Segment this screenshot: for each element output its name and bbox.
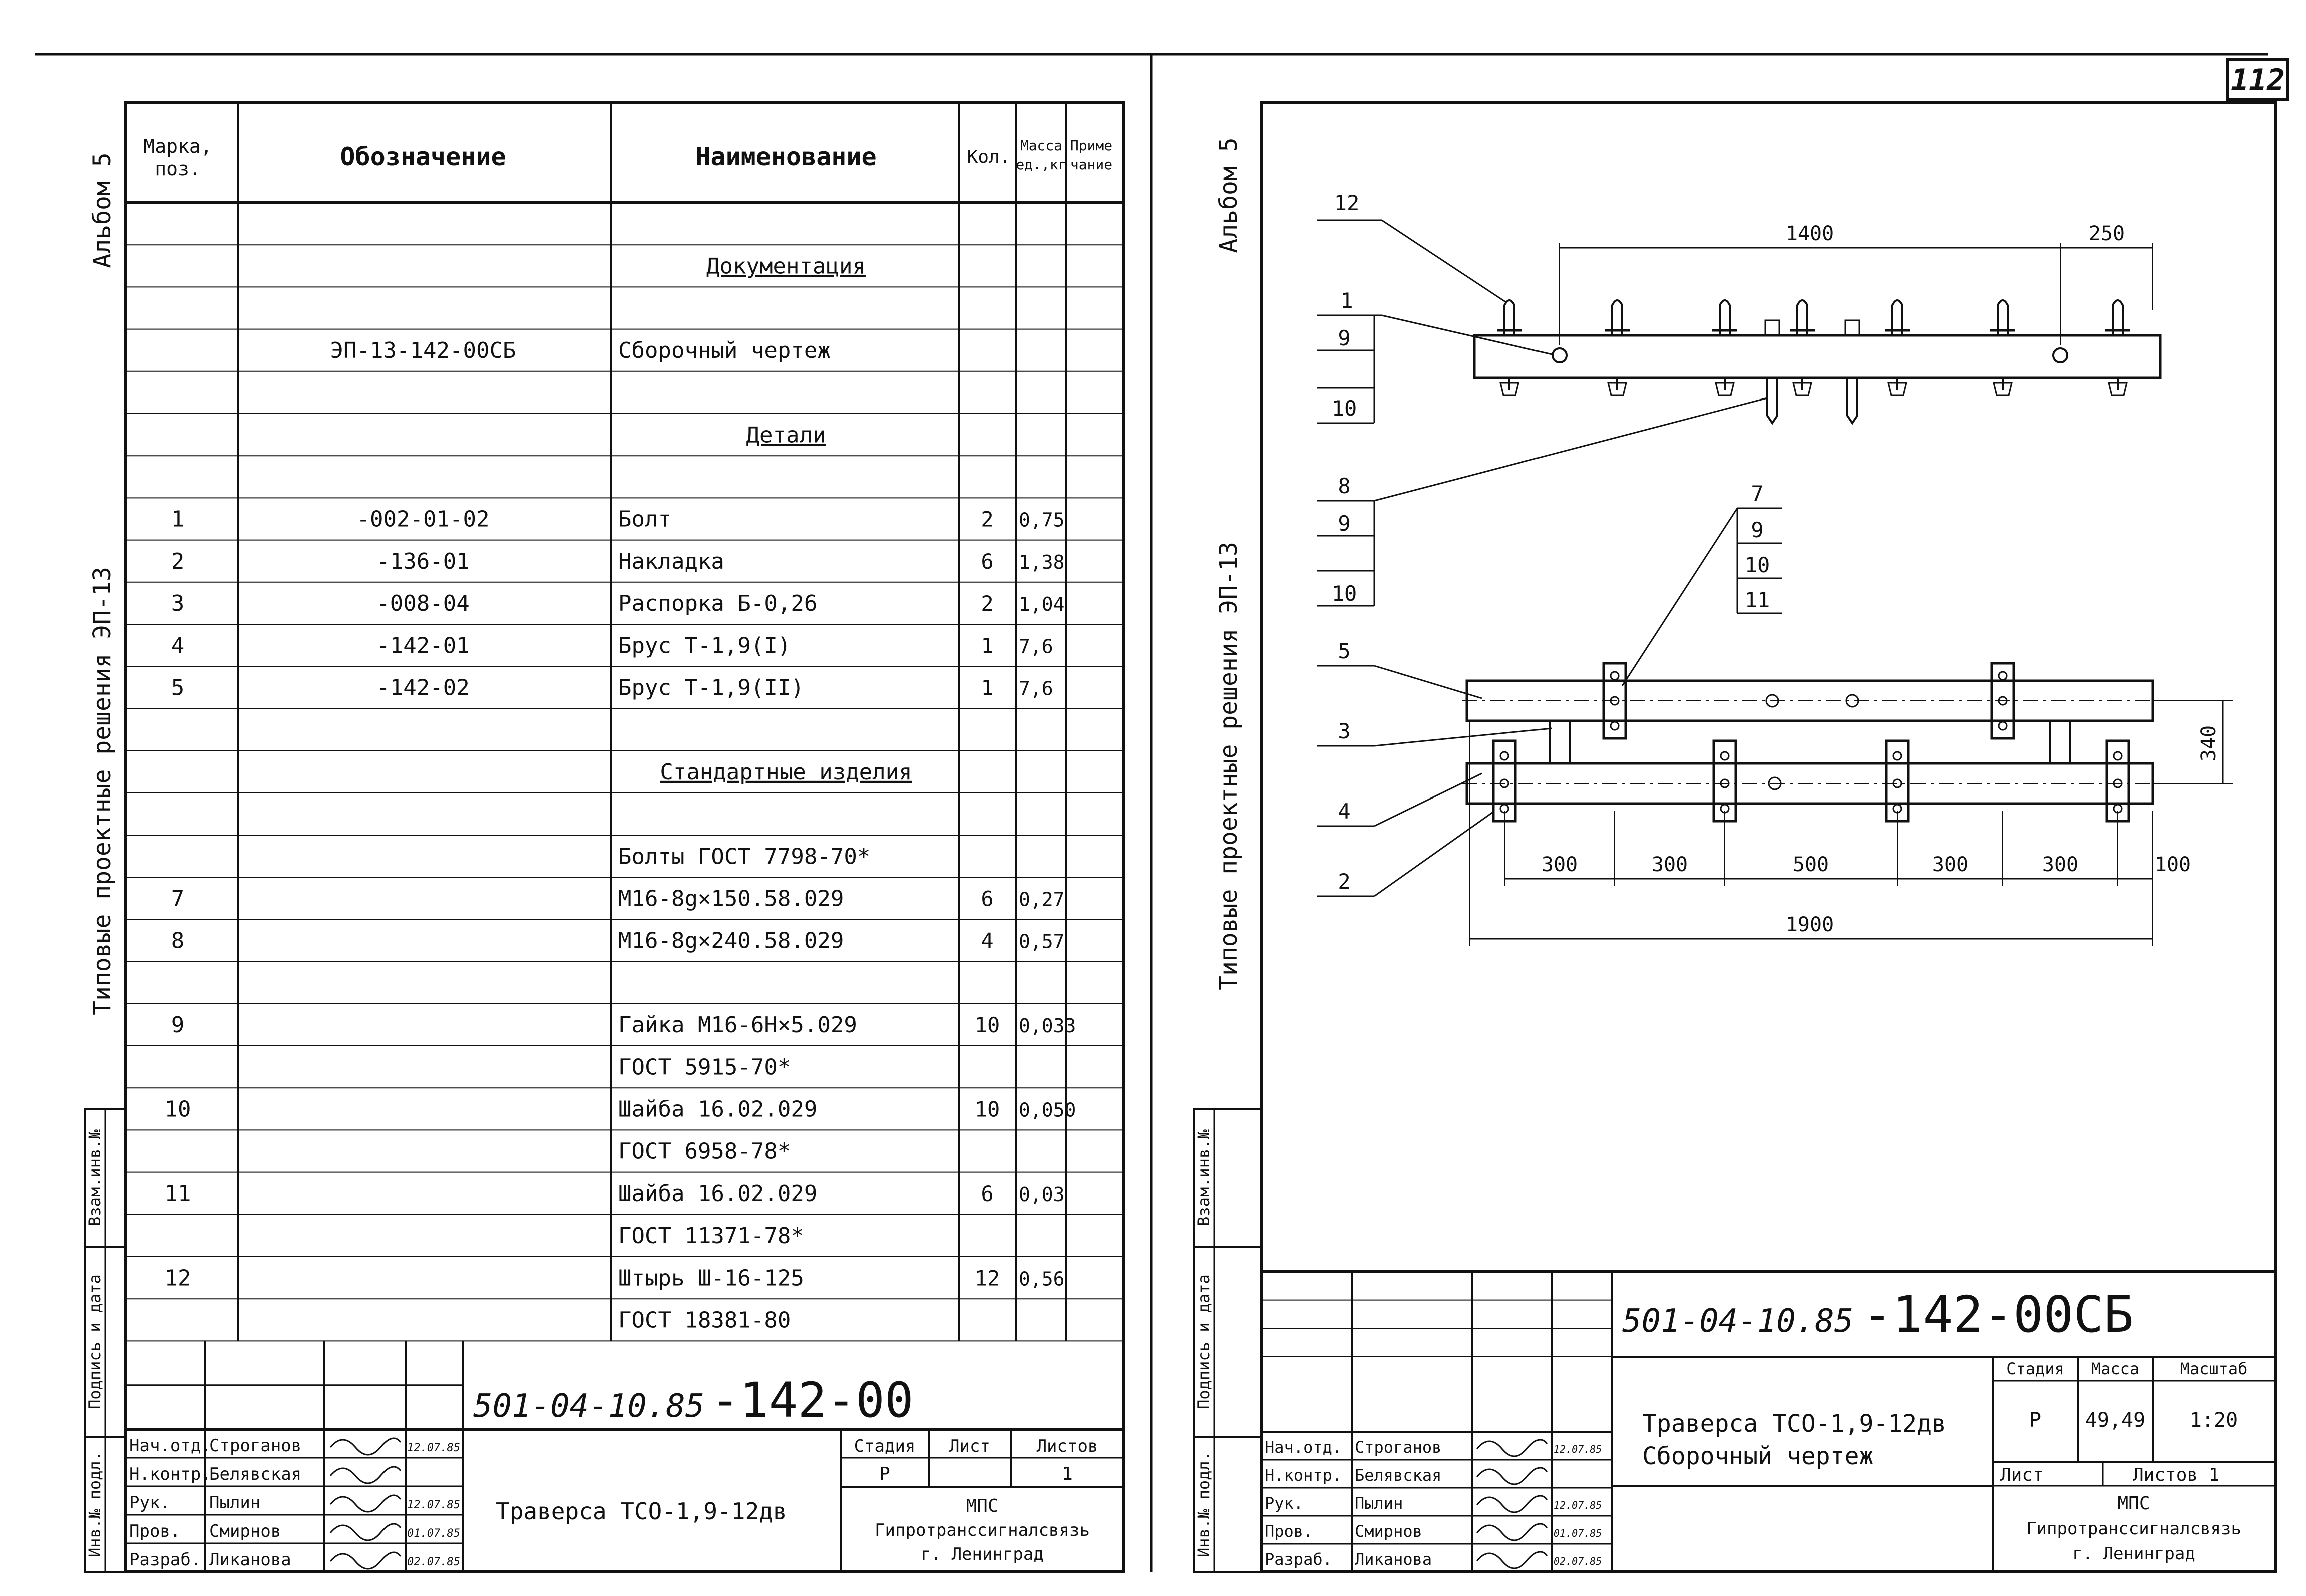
dimension-label: 300: [1651, 853, 1688, 876]
leader-line: [1382, 220, 1507, 303]
left-side-series: Типовые проектные решения ЭП-13: [88, 567, 116, 1015]
callout-label: 5: [1338, 639, 1351, 663]
person-name: Смирнов: [1355, 1522, 1422, 1541]
role-label: Пров.: [1265, 1522, 1313, 1541]
row-mass: 0,75: [1019, 509, 1065, 531]
role-label: Н.контр.: [129, 1464, 211, 1484]
bolt-hole-icon: [1500, 752, 1508, 760]
bolt-hole-icon: [1611, 672, 1619, 680]
row-name: ГОСТ 6958-78*: [618, 1138, 791, 1164]
dimension-label: 340: [2197, 725, 2220, 762]
bolt-hole-icon: [1999, 672, 2007, 680]
header-pos-line2: поз.: [155, 158, 201, 180]
side-field-label: Инв.№ подл.: [85, 1451, 104, 1557]
doc-number: -142-00СБ: [1862, 1285, 2134, 1344]
person-name: Ликанова: [209, 1550, 291, 1570]
row-name: Накладка: [618, 548, 724, 574]
table-row: [171, 928, 1065, 954]
spacer-icon: [2050, 721, 2070, 763]
table-row: [165, 1265, 1065, 1291]
callout-label: 9: [1751, 518, 1764, 542]
role-label: Разраб.: [1265, 1550, 1332, 1569]
right-side-stamp: [1194, 1109, 1262, 1572]
signature: [330, 1495, 401, 1512]
right-title-block: [1262, 1272, 2275, 1572]
role-label: Пров.: [129, 1521, 181, 1541]
table-row: [618, 844, 870, 869]
row-pos: 8: [171, 928, 185, 954]
header-note-line1: Приме: [1070, 137, 1113, 154]
scale-header: Масштаб: [2180, 1359, 2248, 1378]
callout-label: 3: [1338, 719, 1351, 743]
signature: [330, 1467, 401, 1483]
row-name: Болты ГОСТ 7798-70*: [618, 844, 871, 870]
right-side-album: Альбом 5: [1215, 137, 1243, 253]
row-mass: 0,57: [1019, 930, 1065, 953]
left-side-stamp: [85, 1109, 125, 1572]
row-mass: 0,033: [1019, 1015, 1076, 1037]
callout-label: 11: [1744, 588, 1770, 612]
header-mass-line2: ед.,кг: [1016, 156, 1067, 173]
table-row: [171, 591, 1065, 616]
sign-date: 12.07.85: [407, 1442, 460, 1454]
row-designation: -008-04: [376, 591, 470, 617]
beam-elevation: [1474, 335, 2160, 378]
row-name: М16-8g×150.58.029: [618, 886, 844, 912]
sign-date: 01.07.85: [407, 1527, 460, 1540]
header-mass-line1: Масса: [1020, 137, 1063, 154]
row-name: Шайба 16.02.029: [618, 1180, 818, 1207]
bolt-hole-icon: [1611, 722, 1619, 730]
leader-line: [1374, 398, 1767, 501]
row-qty: 1: [981, 633, 994, 658]
left-side-album: Альбом 5: [88, 152, 116, 268]
signature: [330, 1552, 401, 1569]
dimension-label: 1400: [1785, 222, 1834, 245]
row-designation: ЭП-13-142-00СБ: [330, 337, 516, 363]
leader-line: [1374, 728, 1552, 746]
doc-code: 501-04-10.85: [1622, 1303, 1854, 1340]
stage-value: Р: [2029, 1409, 2042, 1432]
org-line3: г. Ленинград: [2072, 1544, 2195, 1564]
row-qty: 10: [974, 1097, 1000, 1122]
role-label: Нач.отд.: [129, 1436, 211, 1456]
bolt-head-icon: [1765, 320, 1779, 335]
specification-sheet: [85, 103, 1124, 1572]
table-row: [660, 759, 912, 785]
plate-icon: [1714, 741, 1736, 821]
row-pos: 5: [171, 675, 185, 701]
table-row: [171, 675, 1053, 700]
long-bolt-icon: [1767, 378, 1777, 423]
callout-label: 10: [1331, 581, 1357, 606]
row-mass: 1,38: [1019, 551, 1065, 573]
row-designation: -142-02: [376, 675, 470, 701]
sheet-header: Лист: [949, 1436, 990, 1456]
sheets-header: Листов 1: [2133, 1465, 2220, 1485]
row-pos: 11: [164, 1180, 191, 1207]
org-line1: МПС: [2117, 1493, 2150, 1514]
side-field-label: Подпись и дата: [1194, 1274, 1213, 1409]
row-qty: 6: [981, 1181, 994, 1206]
row-mass: 7,6: [1019, 635, 1053, 658]
table-row: [746, 422, 826, 448]
header-designation: Обозначение: [340, 142, 506, 171]
right-side-series: Типовые проектные решения ЭП-13: [1215, 542, 1243, 990]
bolt-head-icon: [1845, 320, 1859, 335]
row-name: Брус Т-1,9(I): [618, 633, 791, 659]
assembly-drawing-sheet: [1194, 103, 2275, 1572]
row-qty: 2: [981, 591, 994, 616]
dimension-label: 500: [1792, 853, 1829, 876]
person-name: Смирнов: [209, 1521, 281, 1541]
row-mass: 0,56: [1019, 1268, 1065, 1290]
row-qty: 10: [974, 1013, 1000, 1038]
row-name: Брус Т-1,9(II): [618, 675, 804, 701]
row-name: ГОСТ 11371-78*: [618, 1223, 804, 1249]
section-heading: Стандартные изделия: [660, 759, 912, 785]
sign-date: 12.07.85: [1554, 1443, 1602, 1455]
section-heading: Документация: [706, 253, 866, 279]
header-name: Наименование: [695, 142, 877, 171]
org-line1: МПС: [966, 1496, 999, 1516]
table-row: [330, 338, 831, 363]
dimension-label: 300: [2042, 853, 2079, 876]
signature: [1477, 1496, 1547, 1512]
sign-date: 12.07.85: [407, 1499, 460, 1511]
row-name: Сборочный чертеж: [618, 337, 831, 363]
callout-label: 10: [1744, 553, 1770, 577]
row-pos: 2: [171, 548, 185, 574]
bolt-hole-icon: [1721, 752, 1729, 760]
dimension-label: 1900: [1785, 913, 1834, 936]
row-qty: 4: [981, 928, 994, 953]
callout-label: 12: [1334, 191, 1360, 215]
person-name: Белявская: [209, 1464, 302, 1484]
person-name: Ликанова: [1355, 1550, 1432, 1569]
row-name: Распорка Б-0,26: [618, 591, 818, 617]
table-row: [618, 1054, 791, 1080]
drawing-title: Траверса ТСО-1,9-12дв: [496, 1498, 787, 1525]
row-mass: 0,27: [1019, 888, 1065, 911]
row-pos: 12: [164, 1265, 191, 1291]
role-label: Рук.: [1265, 1494, 1304, 1513]
header-pos-line1: Марка,: [143, 135, 212, 157]
plate-icon: [2107, 741, 2129, 821]
row-designation: -002-01-02: [356, 506, 490, 532]
table-row: [165, 1181, 1065, 1207]
sign-date: 12.07.85: [1554, 1499, 1602, 1511]
row-mass: 7,6: [1019, 677, 1053, 700]
doc-code: 501-04-10.85: [473, 1388, 705, 1425]
role-label: Нач.отд.: [1265, 1438, 1342, 1457]
row-name: М16-8g×240.58.029: [618, 928, 844, 954]
section-heading: Детали: [746, 422, 826, 448]
leader-line: [1622, 508, 1737, 686]
stage-value: Р: [879, 1464, 890, 1484]
org-line2: Гипротранссигналсвязь: [2026, 1519, 2241, 1539]
row-qty: 6: [981, 549, 994, 574]
side-field-label: Взам.инв.№: [1194, 1129, 1213, 1226]
spacer-icon: [1550, 721, 1570, 763]
org-line3: г. Ленинград: [921, 1544, 1044, 1564]
header-qty: Кол.: [967, 147, 1011, 167]
stage-header: Стадия: [2006, 1359, 2064, 1378]
row-pos: 1: [171, 506, 185, 532]
row-mass: 0,03: [1019, 1183, 1065, 1206]
mass-header: Масса: [2091, 1359, 2140, 1378]
role-label: Разраб.: [129, 1550, 201, 1570]
bolt-hole-icon: [1893, 752, 1901, 760]
sign-date: 02.07.85: [1554, 1555, 1602, 1567]
row-mass: 0,050: [1019, 1099, 1076, 1121]
role-label: Н.контр.: [1265, 1466, 1342, 1485]
sheets-header: Листов: [1036, 1436, 1098, 1456]
table-row: [171, 633, 1053, 658]
callout-label: 7: [1751, 481, 1764, 506]
hole-icon: [2053, 348, 2067, 362]
table-row: [165, 1096, 1076, 1122]
side-field-label: Подпись и дата: [85, 1274, 104, 1409]
signature: [1477, 1440, 1547, 1456]
row-qty: 6: [981, 886, 994, 911]
callout-label: 1: [1340, 288, 1353, 313]
bolt-hole-icon: [2114, 752, 2122, 760]
role-label: Рук.: [129, 1493, 170, 1513]
plate-icon: [1493, 741, 1515, 821]
scale-value: 1:20: [2189, 1409, 2238, 1432]
row-qty: 2: [981, 507, 994, 532]
side-field-label: Инв.№ подл.: [1194, 1451, 1213, 1557]
row-qty: 12: [974, 1266, 1000, 1291]
header-note-line2: чание: [1070, 156, 1113, 173]
org-line2: Гипротранссигналсвязь: [875, 1520, 1090, 1540]
callout-label: 10: [1331, 396, 1357, 421]
leader-line: [1374, 811, 1494, 896]
row-mass: 1,04: [1019, 593, 1065, 616]
sheets-value: 1: [1062, 1464, 1073, 1484]
drawing-subtitle: Сборочный чертеж: [1642, 1442, 1874, 1470]
table-row: [618, 1307, 791, 1333]
dimension-label: 250: [2088, 222, 2125, 245]
plate-icon: [1886, 741, 1908, 821]
table-row: [618, 1223, 804, 1249]
row-name: Шайба 16.02.029: [618, 1096, 818, 1122]
doc-number: -142-00: [711, 1372, 914, 1428]
signature: [1477, 1524, 1547, 1540]
callout-label: 8: [1338, 474, 1351, 498]
drawing-title: Траверса ТСО-1,9-12дв: [1642, 1410, 1946, 1438]
row-designation: -136-01: [376, 548, 470, 574]
signature: [330, 1438, 401, 1455]
side-field-label: Взам.инв.№: [85, 1129, 104, 1226]
row-pos: 4: [171, 633, 185, 659]
sign-date: 01.07.85: [1554, 1527, 1602, 1539]
hole-icon: [1553, 348, 1567, 362]
bolt-hole-icon: [1999, 722, 2007, 730]
signature: [1477, 1552, 1547, 1568]
dimension-label: 300: [1932, 853, 1969, 876]
table-row: [171, 886, 1065, 911]
signature: [330, 1524, 401, 1540]
stage-header: Стадия: [854, 1436, 916, 1456]
person-name: Пылин: [209, 1493, 261, 1513]
dimension-label: 100: [2154, 853, 2191, 876]
person-name: Белявская: [1355, 1466, 1442, 1485]
callout-label: 2: [1338, 869, 1351, 894]
person-name: Строганов: [209, 1436, 302, 1456]
table-row: [706, 253, 866, 279]
row-name: Болт: [618, 506, 671, 532]
row-name: Гайка М16-6Н×5.029: [618, 1012, 857, 1038]
person-name: Пылин: [1355, 1494, 1403, 1513]
table-row: [171, 507, 1065, 532]
table-row: [171, 549, 1065, 574]
table-row: [618, 1139, 791, 1164]
row-pos: 10: [164, 1096, 191, 1122]
callout-label: 9: [1338, 326, 1351, 350]
row-name: ГОСТ 18381-80: [618, 1307, 791, 1333]
traverse-drawing: [1317, 191, 2233, 946]
row-name: Штырь Ш-16-125: [618, 1265, 804, 1291]
row-qty: 1: [981, 675, 994, 700]
page-number: 112: [2230, 63, 2285, 98]
person-name: Строганов: [1355, 1438, 1442, 1457]
row-designation: -142-01: [376, 633, 470, 659]
long-bolt-icon: [1847, 378, 1857, 423]
sheet-header: Лист: [2000, 1465, 2044, 1485]
callout-label: 4: [1338, 799, 1351, 824]
row-name: ГОСТ 5915-70*: [618, 1054, 791, 1080]
mass-value: 49,49: [2085, 1409, 2146, 1432]
row-pos: 7: [171, 886, 185, 912]
sign-date: 02.07.85: [407, 1556, 460, 1568]
row-pos: 3: [171, 591, 185, 617]
left-title-block: [125, 1341, 1124, 1572]
table-row: [171, 1012, 1076, 1038]
callout-label: 9: [1338, 511, 1351, 536]
row-pos: 9: [171, 1012, 185, 1038]
dimension-label: 300: [1541, 853, 1578, 876]
signature: [1477, 1468, 1547, 1484]
